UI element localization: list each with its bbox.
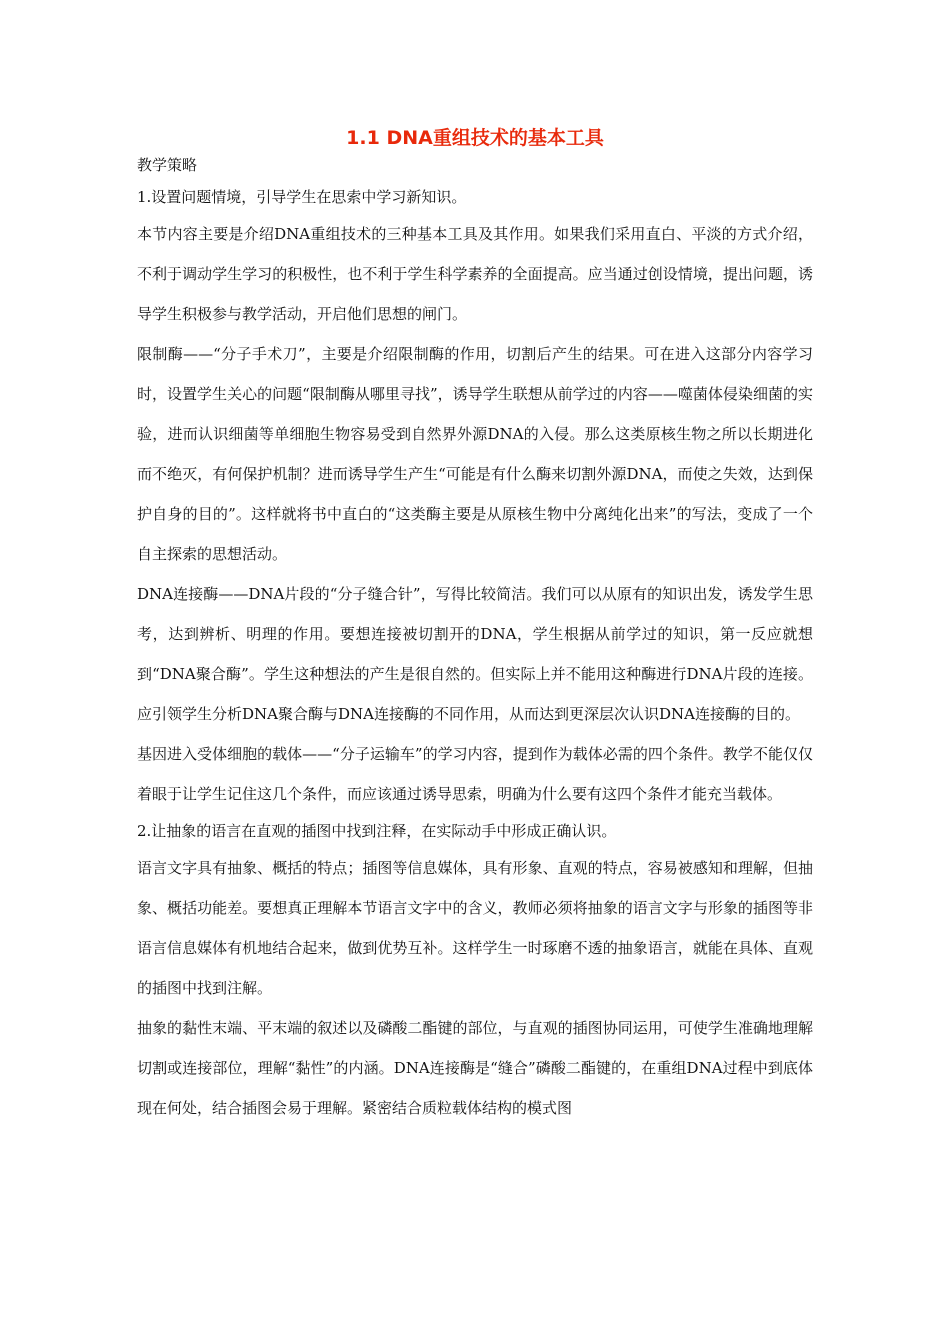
heading-1: 1.设置问题情境，引导学生在思索中学习新知识。 — [137, 188, 467, 206]
paragraph-2: 限制酶——“分子手术刀”，主要是介绍限制酶的作用，切割后产生的结果。可在进入这部分内容学习时，设置学生关心的问题“限制酶从哪里寻找”，诱导学生联想从前学过的内容——噬菌体侵染细菌的实验，进而认识细菌等单细胞生物容易受到自然界外源DNA的入侵。那么这类原核生物之所以长期进化而不绝灭，有何保护机制？进而诱导学生产生“可能是有什么酶来切割外源DNA，而使之失效，达到保护自身的目的”。这样就将书中直白的“这类酶主要是从原核生物中分离纯化出来”的写法，变成了一个自主探索的思想活动。 — [137, 345, 813, 563]
paragraph-5: 语言文字具有抽象、概括的特点；插图等信息媒体，具有形象、直观的特点，容易被感知和理解，但抽象、概括功能差。要想真正理解本节语言文字中的含义，教师必须将抽象的语言文字与形象的插图等非语言信息媒体有机地结合起来，做到优势互补。这样学生一时琢磨不透的抽象语言，就能在具体、直观的插图中找到注解。 — [137, 859, 813, 997]
heading-2: 2.让抽象的语言在直观的插图中找到注释，在实际动手中形成正确认识。 — [137, 822, 617, 840]
paragraph-1: 本节内容主要是介绍DNA重组技术的三种基本工具及其作用。如果我们采用直白、平淡的方式介绍，不利于调动学生学习的积极性，也不利于学生科学素养的全面提高。应当通过创设情境，提出问题，诱导学生积极参与教学活动，开启他们思想的闸门。 — [137, 225, 813, 323]
document-title: 1.1 DNA重组技术的基本工具 — [346, 127, 604, 149]
paragraph-4: 基因进入受体细胞的载体——“分子运输车”的学习内容，提到作为载体必需的四个条件。教学不能仅仅着眼于让学生记住这几个条件，而应该通过诱导思索，明确为什么要有这四个条件才能充当载体。 — [137, 745, 813, 803]
section-label: 教学策略 — [137, 156, 198, 174]
paragraph-6: 抽象的黏性末端、平末端的叙述以及磷酸二酯键的部位，与直观的插图协同运用，可使学生准确地理解切割或连接部位，理解“黏性”的内涵。DNA连接酶是“缝合”磷酸二酯键的，在重组DNA过程中到底体现在何处，结合插图会易于理解。紧密结合质粒载体结构的模式图 — [137, 1019, 813, 1117]
document-body — [137, 150, 813, 1128]
paragraph-3: DNA连接酶——DNA片段的“分子缝合针”，写得比较简洁。我们可以从原有的知识出发，诱发学生思考，达到辨析、明理的作用。要想连接被切割开的DNA，学生根据从前学过的知识，第一反应就想到“DNA聚合酶”。学生这种想法的产生是很自然的。但实际上并不能用这种酶进行DNA片段的连接。应引领学生分析DNA聚合酶与DNA连接酶的不同作用，从而达到更深层次认识DNA连接酶的目的。 — [137, 585, 813, 723]
